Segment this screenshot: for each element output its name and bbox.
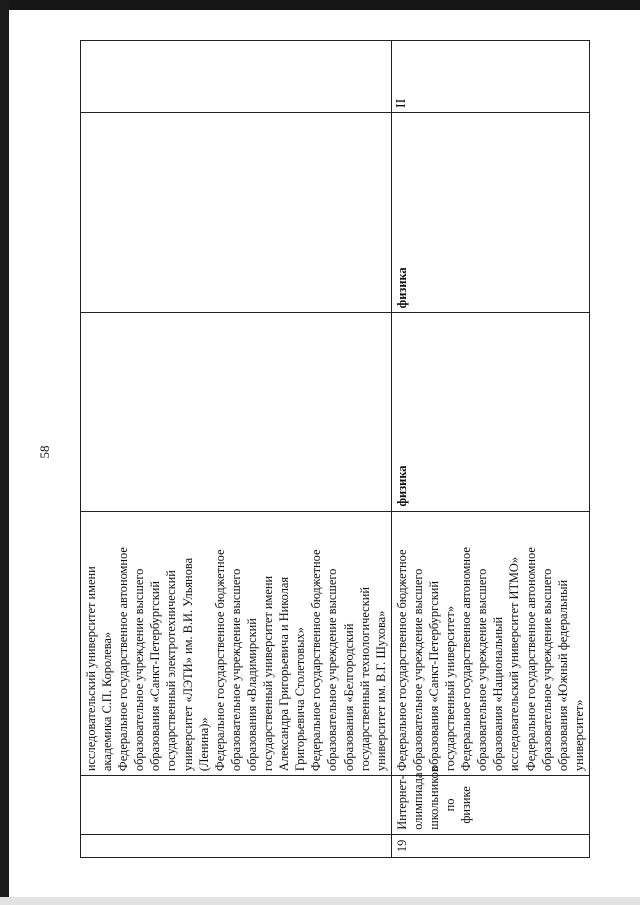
org-line: государственный электротехнический	[164, 570, 179, 772]
rotated-page	[80, 40, 586, 858]
org-line: Григорьевича Столетовых»	[293, 627, 308, 772]
olympiad-name: Интернет-олимпиада школьников по физике	[391, 776, 589, 835]
org-line: Федеральное государственное автономное	[523, 547, 538, 772]
row-number: 19	[391, 834, 589, 857]
org-line: образования «Санкт-Петербургский	[426, 581, 441, 772]
org-line: исследовательский университет имени	[84, 566, 98, 772]
scan-bottom-edge	[0, 897, 640, 905]
org-line: государственный университет имени	[261, 575, 276, 772]
org-line: образования «Национальный	[491, 616, 506, 772]
profile: физика	[391, 112, 589, 312]
org-line: образовательное учреждение высшего	[132, 568, 147, 772]
profile-cell	[81, 112, 392, 312]
level-cell	[81, 41, 392, 113]
subject-complex-cell	[81, 313, 392, 511]
org-line: Федеральное государственное бюджетное	[212, 549, 227, 772]
org-line: образовательное учреждение высшего	[410, 568, 425, 772]
olympiad-table	[80, 40, 590, 858]
number-cell	[81, 834, 392, 857]
org-line: государственный университет»	[443, 605, 458, 772]
org-line: университет им. В.Г. Шухова»	[373, 610, 388, 772]
subject-complex: физика	[391, 313, 589, 511]
org-line: образовательное учреждение высшего	[475, 568, 490, 772]
org-line: (Ленина)»	[196, 717, 211, 772]
org-line: образовательное учреждение высшего	[539, 568, 554, 772]
org-line: Александра Григорьевича и Николая	[277, 576, 292, 772]
organizations-cell	[81, 511, 392, 776]
olympiad-name-cell	[81, 776, 392, 835]
org-line: Федеральное государственное бюджетное	[309, 549, 324, 772]
scan-top-edge	[0, 0, 640, 10]
organizations-cell	[391, 511, 589, 776]
org-line: университет»	[571, 699, 586, 772]
org-line: исследовательский университет ИТМО»	[507, 556, 522, 772]
org-line: образовательное учреждение высшего	[228, 568, 243, 772]
org-line: образования «Санкт-Петербургский	[148, 581, 163, 772]
org-line: Федеральное государственное бюджетное	[394, 549, 409, 772]
org-line: образовательное учреждение высшего	[325, 568, 340, 772]
org-line: академика С.П. Королева»	[100, 631, 115, 772]
org-line: образования «Южный федеральный	[555, 579, 570, 772]
org-line: образования «Белгородский	[341, 623, 356, 772]
org-line: Федеральное государственное автономное	[116, 547, 131, 772]
scan-left-edge	[0, 0, 9, 905]
table-row-19	[391, 41, 589, 858]
level: II	[391, 41, 589, 113]
org-line: Федеральное государственное автономное	[459, 547, 474, 772]
org-line: государственный технологический	[357, 587, 372, 772]
org-line: образования «Владимирский	[244, 618, 259, 772]
page-number: 58	[37, 445, 52, 459]
org-line: университет «ЛЭТИ» им. В.И. Ульянова	[180, 557, 195, 772]
table-row-continued	[81, 41, 392, 858]
